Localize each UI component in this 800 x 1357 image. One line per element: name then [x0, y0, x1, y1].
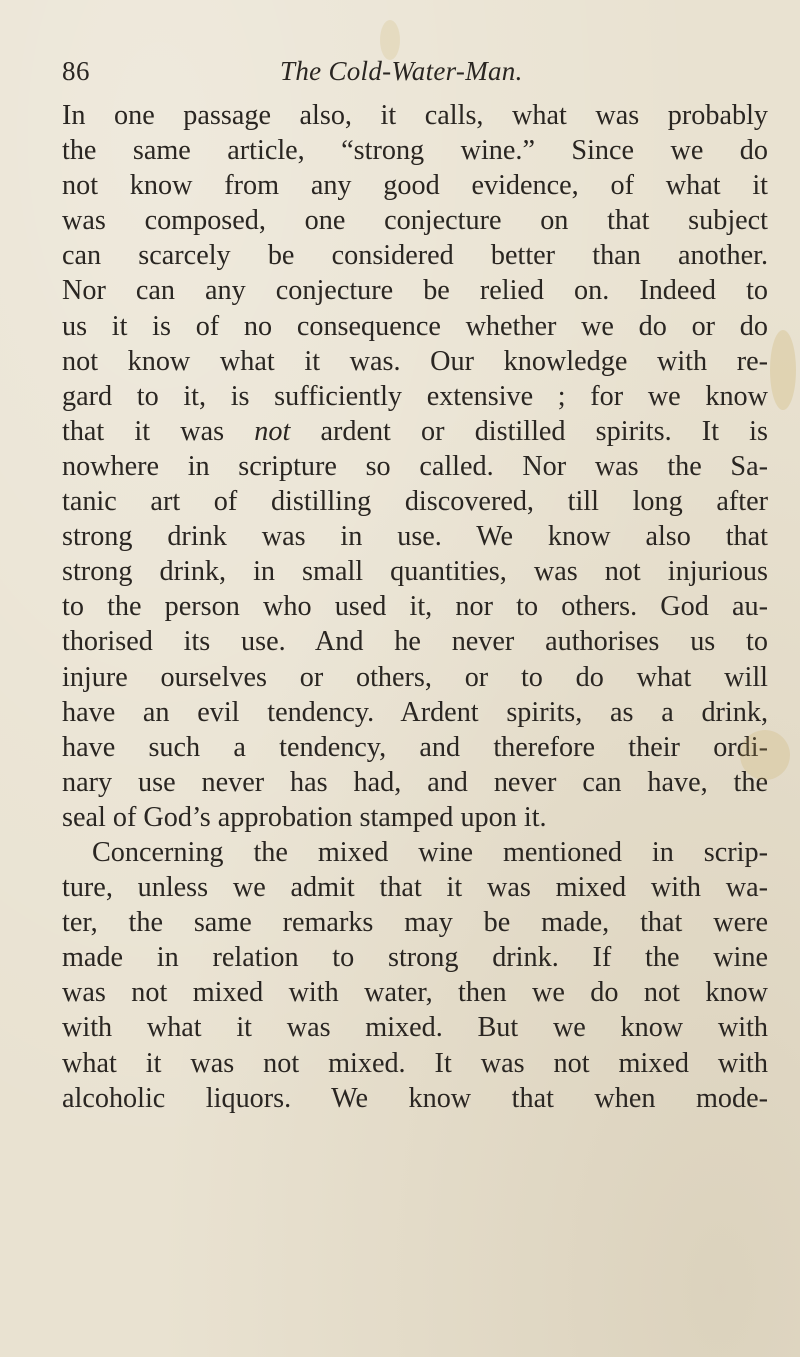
text-line: that it was not ardent or distilled spirits. It is — [62, 415, 768, 447]
text-line: alcoholic liquors. We know that when mode- — [62, 1082, 768, 1114]
text-line: made in relation to strong drink. If the wine — [62, 942, 768, 974]
text-line: strong drink was in use. We know also that — [62, 521, 768, 553]
text-line: was not mixed with water, then we do not know — [62, 977, 768, 1009]
running-head — [62, 56, 762, 96]
text-line: have such a tendency, and therefore their ordi- — [62, 731, 768, 763]
text-line: Concerning the mixed wine mentioned in scrip- — [92, 836, 768, 868]
text-line: thorised its use. And he never authorises us to — [62, 626, 768, 658]
text-line: us it is of no consequence whether we do or do — [62, 310, 768, 342]
page-number: 86 — [62, 56, 90, 86]
text-line: seal of God’s approbation stamped upon it. — [62, 801, 547, 833]
text-line: ter, the same remarks may be made, that were — [62, 907, 768, 939]
text-line: tanic art of distilling discovered, till long after — [62, 486, 768, 518]
text-line: the same article, “strong wine.” Since we do — [62, 135, 768, 167]
text-line: with what it was mixed. But we know with — [62, 1012, 768, 1044]
text-line: have an evil tendency. Ardent spirits, as a drink, — [62, 696, 768, 728]
text-line: was composed, one conjecture on that subject — [62, 205, 768, 237]
running-title: The Cold-Water-Man. — [280, 56, 523, 86]
text-line: Nor can any conjecture be relied on. Indeed to — [62, 275, 768, 307]
text-line: strong drink, in small quantities, was not injurious — [62, 556, 768, 588]
text-line: not know from any good evidence, of what it — [62, 170, 768, 202]
text-line: not know what it was. Our knowledge with re- — [62, 345, 768, 377]
text-line: can scarcely be considered better than another. — [62, 240, 768, 272]
text-line: In one passage also, it calls, what was probably — [62, 100, 768, 131]
text-line: nary use never has had, and never can have, the — [62, 766, 768, 798]
text-line: injure ourselves or others, or to do what will — [62, 661, 768, 693]
text-line: what it was not mixed. It was not mixed with — [62, 1047, 768, 1079]
text-line: nowhere in scripture so called. Nor was the Sa- — [62, 450, 768, 482]
paper-stain — [380, 20, 400, 60]
emphasis-not: not — [254, 415, 291, 447]
text-line: to the person who used it, nor to others. God au- — [62, 591, 768, 623]
body-text — [62, 98, 768, 1116]
text-line: ture, unless we admit that it was mixed with wa- — [62, 872, 768, 904]
paper-stain — [770, 330, 796, 410]
text-line: gard to it, is sufficiently extensive ; for we know — [62, 380, 768, 412]
